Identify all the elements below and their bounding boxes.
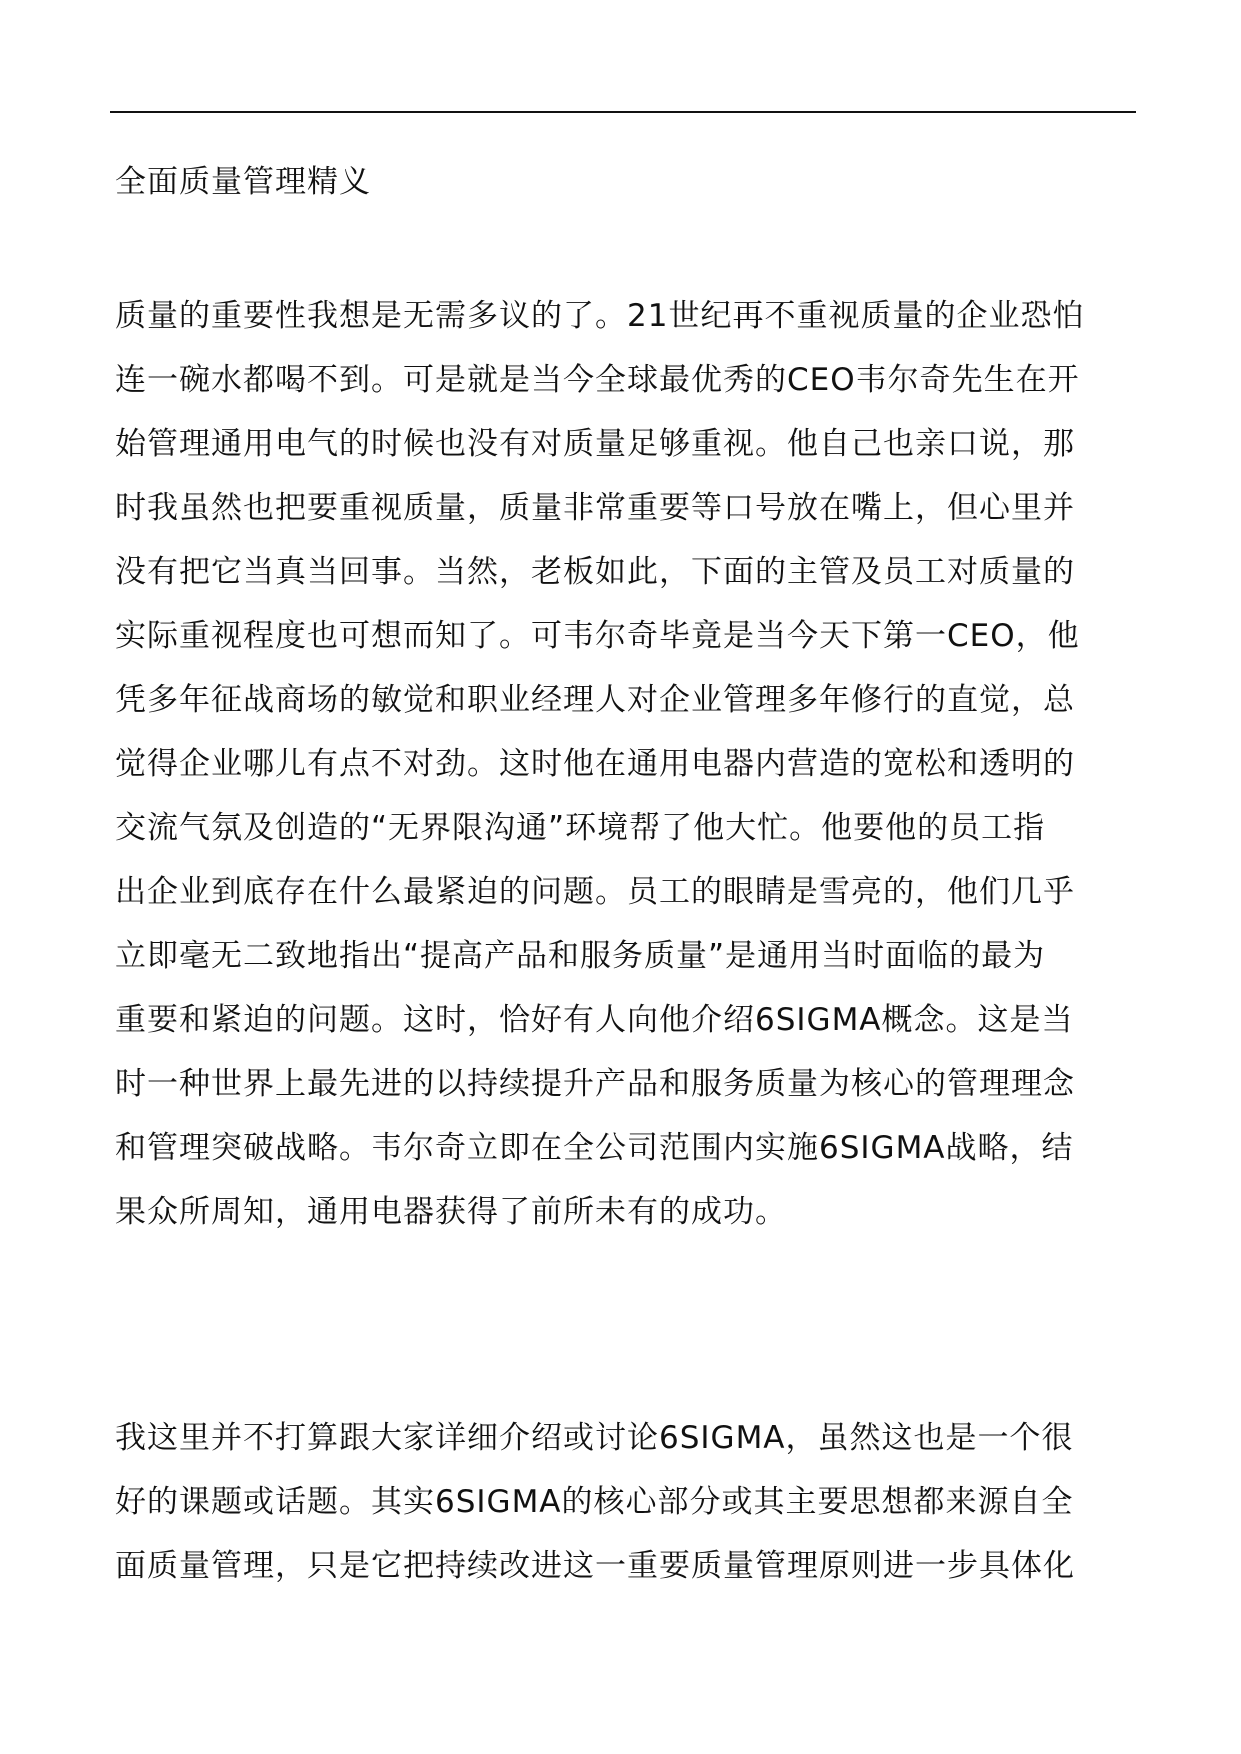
paragraph-line: 觉得企业哪儿有点不对劲。这时他在通用电器内营造的宽松和透明的 (115, 746, 1075, 782)
paragraph-line: 我这里并不打算跟大家详细介绍或讨论6SIGMA，虽然这也是一个很 (115, 1420, 1074, 1456)
paragraph-line: 好的课题或话题。其实6SIGMA的核心部分或其主要思想都来源自全 (115, 1484, 1074, 1520)
paragraph-line: 出企业到底存在什么最紧迫的问题。员工的眼睛是雪亮的，他们几乎 (115, 874, 1075, 910)
paragraph-line: 重要和紧迫的问题。这时，恰好有人向他介绍6SIGMA概念。这是当 (115, 1002, 1074, 1038)
paragraph-line: 没有把它当真当回事。当然，老板如此，下面的主管及员工对质量的 (115, 554, 1075, 590)
paragraph-line: 连一碗水都喝不到。可是就是当今全球最优秀的CEO韦尔奇先生在开 (115, 362, 1080, 398)
paragraph-line: 时一种世界上最先进的以持续提升产品和服务质量为核心的管理理念 (115, 1066, 1075, 1102)
paragraph-line: 面质量管理，只是它把持续改进这一重要质量管理原则进一步具体化 (115, 1548, 1075, 1584)
paragraph-line: 质量的重要性我想是无需多议的了。21世纪再不重视质量的企业恐怕 (115, 298, 1085, 334)
paragraph-1 (115, 284, 1135, 1244)
paragraph-line: 凭多年征战商场的敏觉和职业经理人对企业管理多年修行的直觉，总 (115, 682, 1075, 718)
paragraph-line: 始管理通用电气的时候也没有对质量足够重视。他自己也亲口说，那 (115, 426, 1075, 462)
paragraph-line: 实际重视程度也可想而知了。可韦尔奇毕竟是当今天下第一CEO，他 (115, 618, 1080, 654)
paragraph-2 (115, 1406, 1135, 1598)
paragraph-line: 果众所周知，通用电器获得了前所未有的成功。 (115, 1194, 787, 1230)
header-rule (110, 111, 1136, 113)
document-title: 全面质量管理精义 (115, 164, 371, 200)
paragraph-line: 立即毫无二致地指出“提高产品和服务质量”是通用当时面临的最为 (115, 938, 1046, 974)
paragraph-line: 时我虽然也把要重视质量，质量非常重要等口号放在嘴上，但心里并 (115, 490, 1075, 526)
paragraph-line: 交流气氛及创造的“无界限沟通”环境帮了他大忙。他要他的员工指 (115, 810, 1046, 846)
paragraph-line: 和管理突破战略。韦尔奇立即在全公司范围内实施6SIGMA战略，结 (115, 1130, 1074, 1166)
